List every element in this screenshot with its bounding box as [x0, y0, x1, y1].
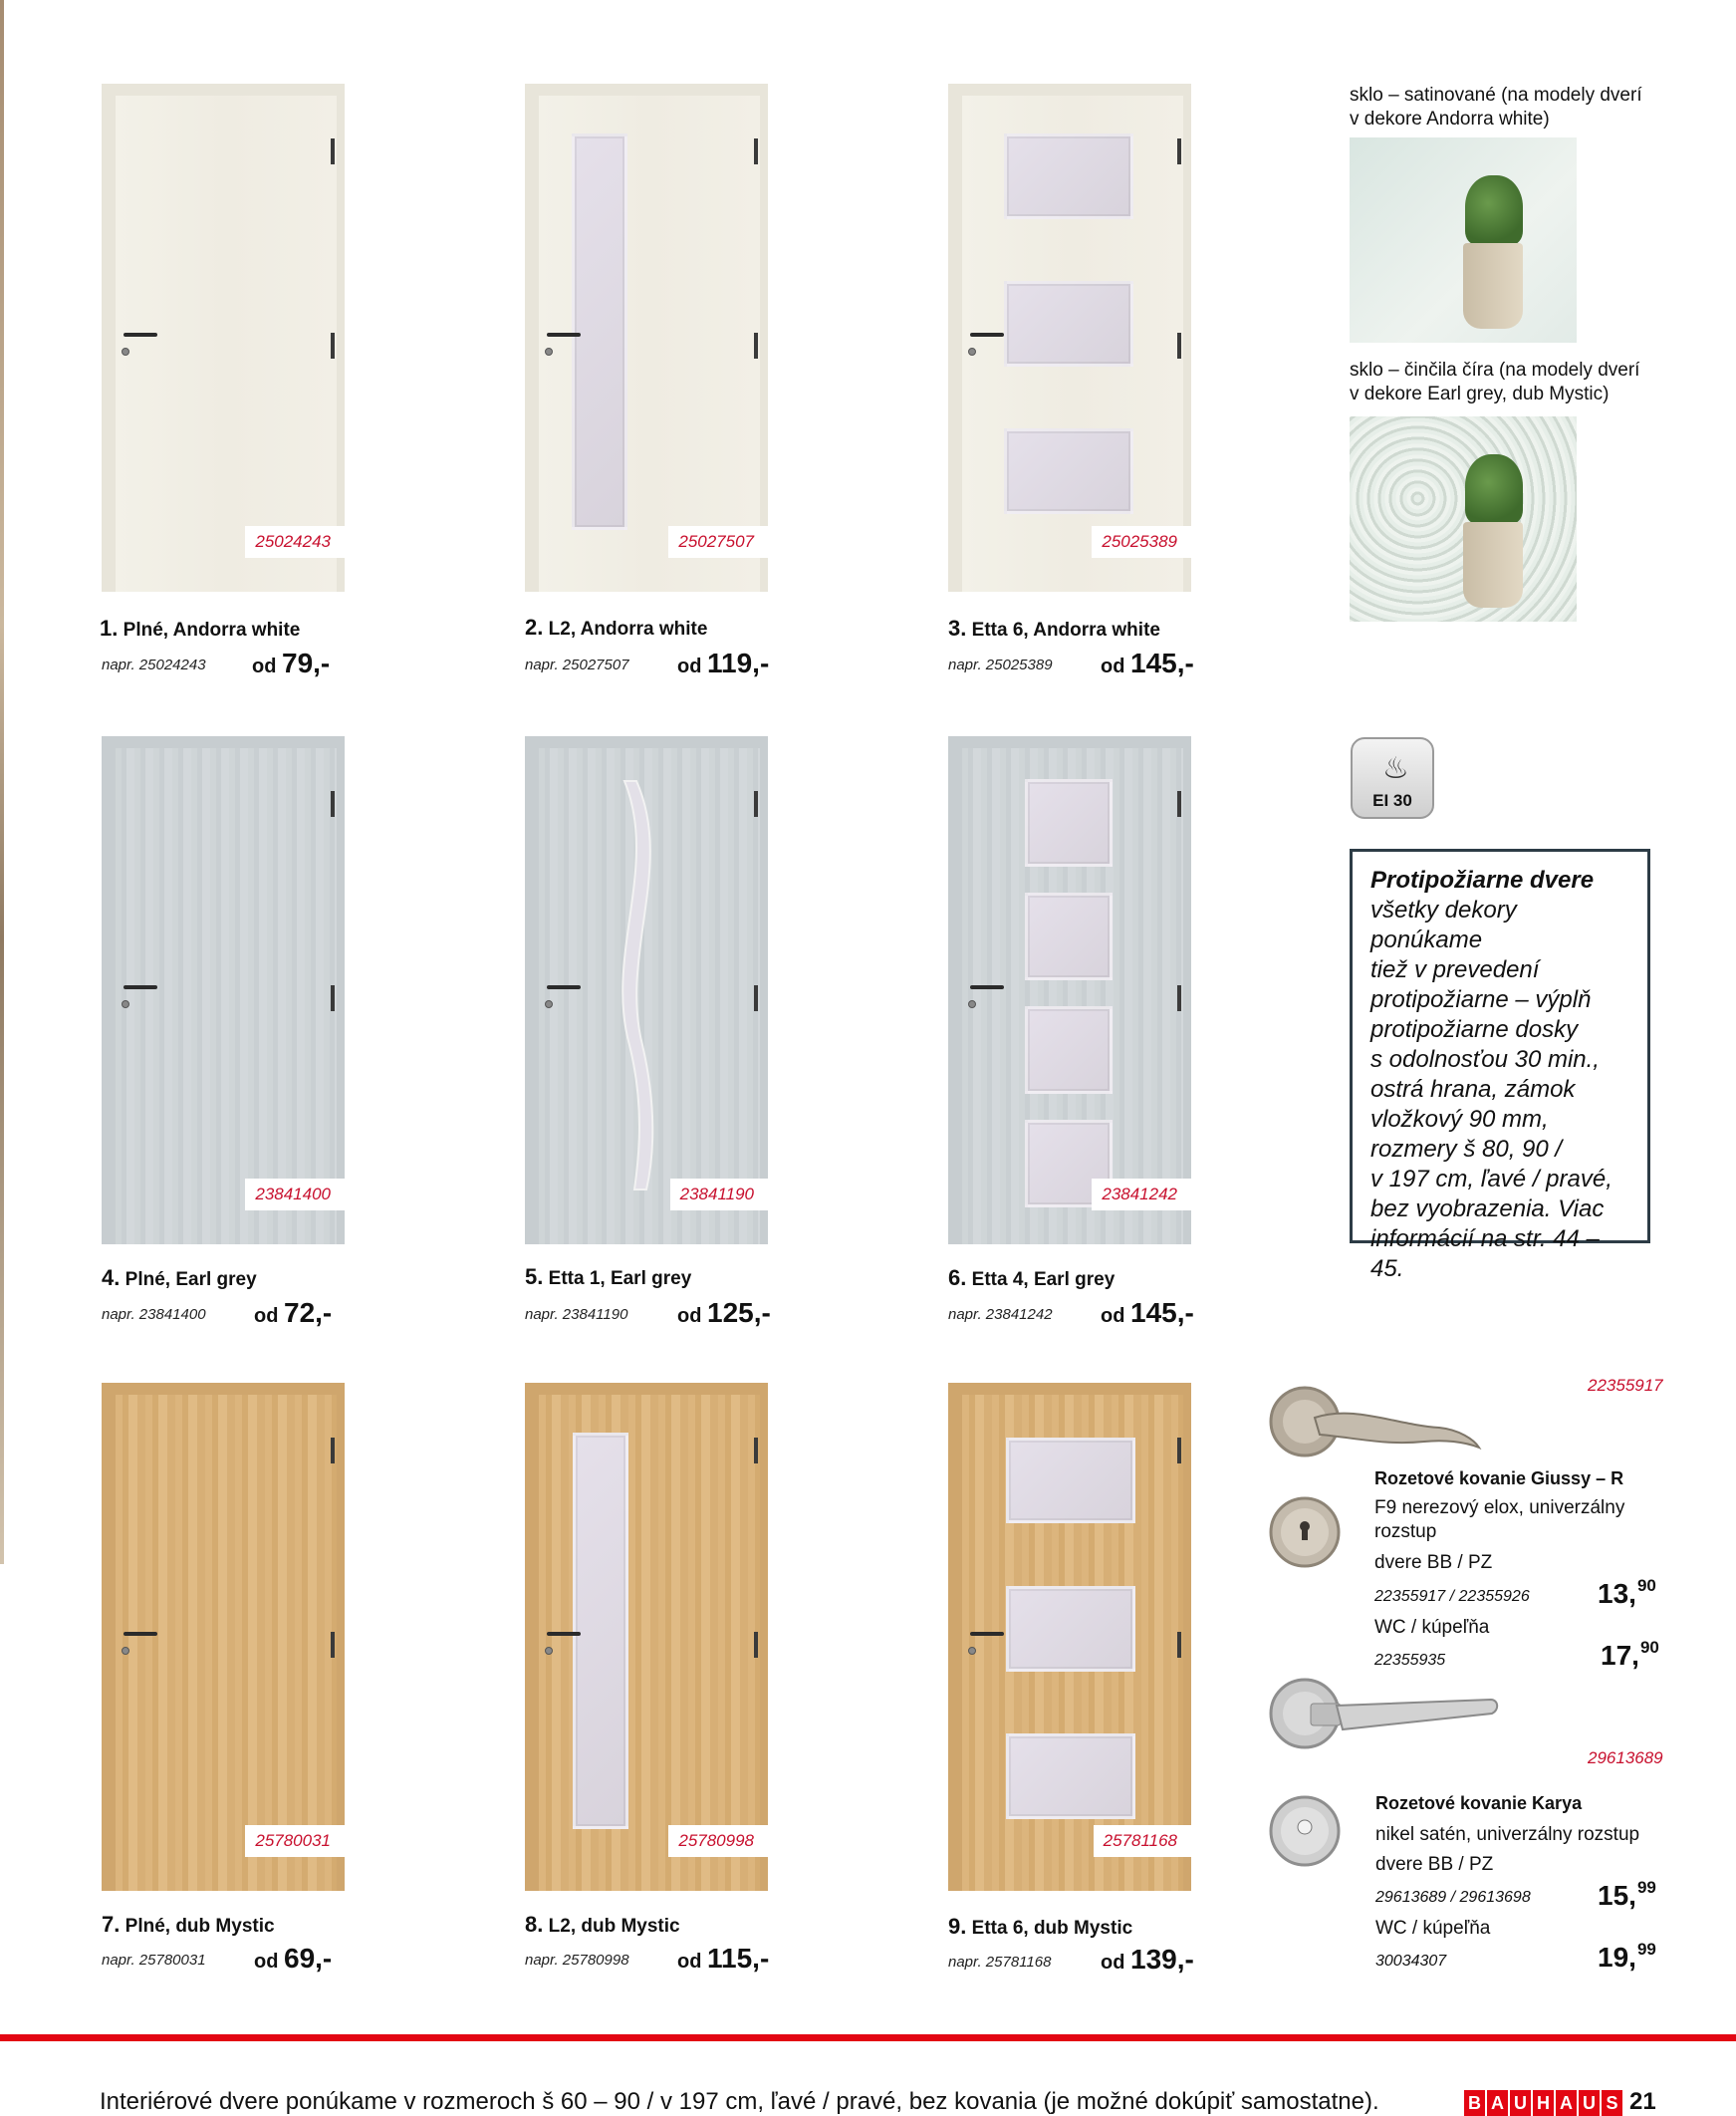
hardware-desc: nikel satén, univerzálny rozstup	[1375, 1824, 1640, 1845]
door-title-5: 5. Etta 1, Earl grey	[525, 1264, 692, 1289]
fire-rating-badge: ♨ EI 30	[1351, 737, 1434, 819]
door-code-label: 25024243	[245, 526, 345, 558]
door-ref-7: napr. 25780031	[102, 1952, 206, 1969]
door-price-8: od 115,-	[677, 1943, 770, 1974]
door-code-label: 23841400	[245, 1179, 345, 1210]
hardware-title-giussy: Rozetové kovanie Giussy – R	[1374, 1468, 1624, 1488]
door-title-1: 1. Plné, Andorra white	[100, 616, 301, 641]
door-price-3: od 145,-	[1101, 648, 1194, 678]
rosette-karya-image	[1267, 1793, 1347, 1873]
door-code-label: 25025389	[1092, 526, 1191, 558]
door-title-4: 4. Plné, Earl grey	[102, 1265, 257, 1290]
door-code-label: 23841190	[670, 1179, 768, 1210]
page-number: 21	[1629, 2088, 1656, 2115]
glass-label-satin: sklo – satinované (na modely dverí v dekore Andorra white)	[1350, 85, 1642, 130]
door-price-1: od 79,-	[252, 648, 331, 678]
bauhaus-logo: B A U H A U S	[1464, 2090, 1624, 2116]
hardware-code-label: 29613689	[1588, 1748, 1663, 1767]
door-image-8	[525, 1383, 768, 1891]
door-code-label: 25027507	[668, 526, 768, 558]
door-ref-6: napr. 23841242	[948, 1306, 1053, 1323]
glass-sample-chinchilla-image	[1350, 416, 1577, 622]
door-image-1	[102, 84, 345, 592]
hardware-variant-price: 19,99	[1598, 1940, 1656, 1973]
door-code-label: 25780998	[668, 1825, 768, 1857]
left-edge-photo-strip	[0, 0, 4, 1564]
glass-label-chinchilla: sklo – činčila číra (na modely dverí v dekore Earl grey, dub Mystic)	[1350, 360, 1640, 404]
handle-karya-image	[1267, 1674, 1506, 1773]
door-image-7	[102, 1383, 345, 1891]
rosette-giussy-image	[1267, 1494, 1347, 1574]
door-ref-5: napr. 23841190	[525, 1306, 628, 1323]
door-title-3: 3. Etta 6, Andorra white	[948, 616, 1160, 641]
hardware-variant-price: 13,90	[1598, 1576, 1656, 1609]
hardware-desc: F9 nerezový elox, univerzálny	[1374, 1497, 1625, 1518]
hardware-variant-ref: 29613689 / 29613698	[1375, 1889, 1531, 1906]
door-price-9: od 139,-	[1101, 1944, 1194, 1975]
door-image-5	[525, 736, 768, 1244]
door-title-8: 8. L2, dub Mystic	[525, 1912, 680, 1937]
hardware-code-label: 22355917	[1588, 1376, 1663, 1395]
hardware-title-karya: Rozetové kovanie Karya	[1375, 1793, 1583, 1813]
door-ref-8: napr. 25780998	[525, 1952, 629, 1969]
door-title-9: 9. Etta 6, dub Mystic	[948, 1914, 1133, 1939]
door-code-label: 25780031	[245, 1825, 345, 1857]
door-code-label: 25781168	[1094, 1825, 1191, 1857]
door-title-6: 6. Etta 4, Earl grey	[948, 1265, 1116, 1290]
hardware-variant-price: 17,90	[1601, 1638, 1659, 1671]
footer-red-rule	[0, 2034, 1736, 2041]
door-title-2: 2. L2, Andorra white	[525, 615, 708, 640]
door-image-4	[102, 736, 345, 1244]
hardware-variant-label: WC / kúpeľňa	[1374, 1617, 1490, 1638]
flame-icon: ♨	[1382, 752, 1409, 785]
door-ref-2: napr. 25027507	[525, 657, 629, 673]
hardware-variant-ref: 22355935	[1374, 1652, 1446, 1669]
hardware-variant-label: WC / kúpeľňa	[1375, 1918, 1491, 1939]
door-image-3	[948, 84, 1191, 592]
door-code-label: 23841242	[1092, 1179, 1191, 1210]
door-ref-1: napr. 25024243	[102, 657, 206, 673]
door-ref-3: napr. 25025389	[948, 657, 1053, 673]
fire-door-info-box: Protipožiarne dvere všetky dekory ponúkame tiež v prevedení protipožiarne – výplň protipožiarne dosky s odolnosťou 30 min., ostrá hrana, zámok vložkový 90 mm, rozmery š 80, 90 / v 197 cm, ľavé / pravé, bez vyobrazenia. Viac informácií na str. 44 – 45.	[1350, 849, 1650, 1243]
fire-door-heading: Protipožiarne dvere	[1370, 867, 1595, 894]
hardware-variant-price: 15,99	[1598, 1878, 1656, 1911]
door-price-6: od 145,-	[1101, 1297, 1194, 1328]
door-image-6	[948, 736, 1191, 1244]
door-price-4: od 72,-	[254, 1297, 333, 1328]
curved-glass-panel	[585, 776, 674, 1194]
door-price-5: od 125,-	[677, 1297, 771, 1328]
hardware-variant-label: dvere BB / PZ	[1374, 1552, 1493, 1573]
door-handle	[124, 333, 157, 337]
door-price-2: od 119,-	[677, 648, 770, 678]
door-ref-9: napr. 25781168	[948, 1954, 1052, 1971]
footer-note: Interiérové dvere ponúkame v rozmeroch š 60 – 90 / v 197 cm, ľavé / pravé, bez kovania (je možné dokúpiť samostatne).	[100, 2088, 1379, 2115]
hardware-variant-ref: 22355917 / 22355926	[1374, 1588, 1530, 1605]
door-price-7: od 69,-	[254, 1943, 333, 1974]
door-image-9	[948, 1383, 1191, 1891]
door-ref-4: napr. 23841400	[102, 1306, 206, 1323]
hardware-variant-label: dvere BB / PZ	[1375, 1854, 1494, 1875]
hardware-desc: rozstup	[1374, 1521, 1437, 1542]
hardware-variant-ref: 30034307	[1375, 1953, 1447, 1970]
glass-sample-satin-image	[1350, 137, 1577, 343]
door-title-7: 7. Plné, dub Mystic	[102, 1912, 275, 1937]
door-image-2	[525, 84, 768, 592]
